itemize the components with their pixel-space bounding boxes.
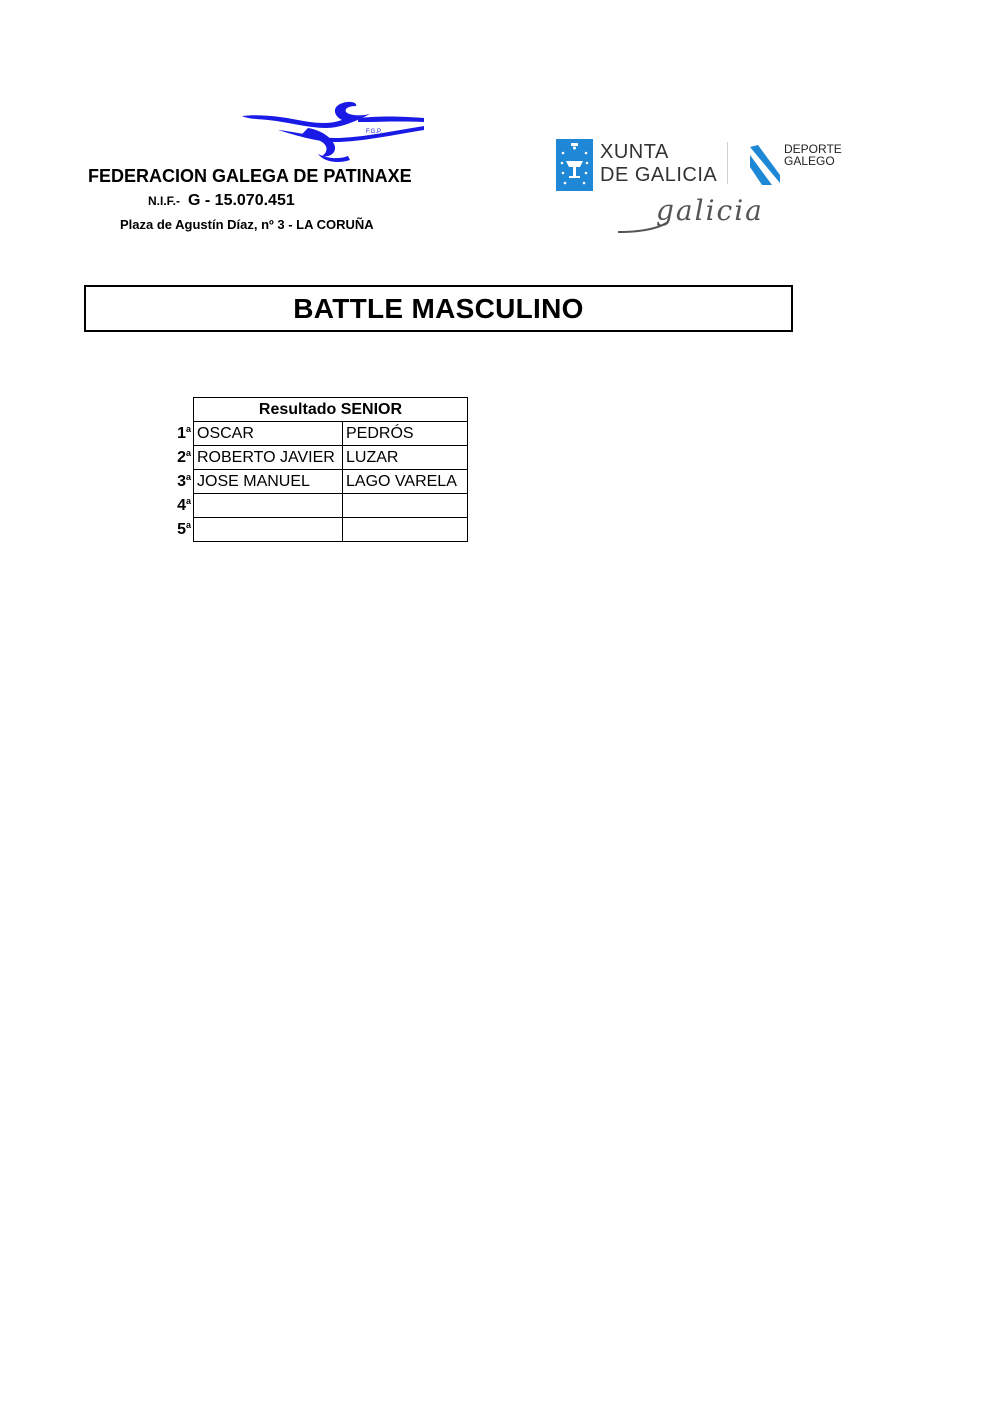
fgp-logo	[238, 98, 428, 164]
table-row	[172, 470, 468, 494]
deporte-galego-icon	[750, 145, 780, 185]
page-title: BATTLE MASCULINO	[293, 292, 584, 324]
table-row	[172, 422, 468, 446]
rank-number: 3	[177, 472, 186, 490]
first-name-cell	[194, 494, 343, 518]
deporte-line-2: GALEGO	[784, 154, 835, 168]
table-header: Resultado SENIOR	[194, 398, 468, 422]
federation-name: FEDERACION GALEGA DE PATINAXE	[88, 166, 412, 186]
last-name-cell: LUZAR	[343, 446, 468, 470]
rank-number: 5	[177, 520, 186, 538]
last-name-cell	[343, 494, 468, 518]
rank-number: 2	[177, 448, 186, 466]
last-name-cell: PEDRÓS	[343, 422, 468, 446]
rank-suffix: a	[185, 423, 191, 434]
first-name-cell: ROBERTO JAVIER	[194, 446, 343, 470]
deporte-line-1: DEPORTE	[784, 142, 842, 156]
last-name-cell: LAGO VARELA	[343, 470, 468, 494]
rank-cell	[172, 446, 194, 470]
title-box	[84, 285, 793, 332]
rank-cell	[172, 494, 194, 518]
last-name-cell	[343, 518, 468, 542]
rank-suffix: a	[185, 447, 191, 458]
rank-suffix: a	[185, 519, 191, 530]
address: Plaza de Agustín Díaz, nº 3 - LA CORUÑA	[120, 217, 374, 232]
table-row	[172, 446, 468, 470]
rank-number: 4	[177, 496, 186, 514]
logo-divider	[727, 142, 728, 184]
results-table	[172, 397, 468, 542]
xunta-shield-icon	[556, 139, 593, 191]
galicia-wordmark: galicia	[656, 194, 764, 227]
rank-cell	[172, 518, 194, 542]
nif-value: G - 15.070.451	[188, 192, 295, 209]
table-header-row	[172, 398, 468, 422]
xunta-wordmark	[600, 141, 717, 187]
xunta-line-1: XUNTA	[600, 141, 669, 163]
rank-suffix: a	[185, 495, 191, 506]
rank-number: 1	[177, 424, 186, 442]
table-row	[172, 518, 468, 542]
rank-suffix: a	[185, 471, 191, 482]
table-row	[172, 494, 468, 518]
rank-cell	[172, 470, 194, 494]
rank-cell	[172, 422, 194, 446]
first-name-cell	[194, 518, 343, 542]
first-name-cell: JOSE MANUEL	[194, 470, 343, 494]
fgp-initials: F.G.P.	[366, 129, 382, 135]
xunta-line-2: DE GALICIA	[600, 164, 718, 186]
nif-line	[148, 192, 295, 210]
rank-spacer	[172, 398, 194, 422]
nif-label: N.I.F.-	[148, 194, 180, 208]
first-name-cell: OSCAR	[194, 422, 343, 446]
deporte-wordmark	[784, 143, 842, 167]
